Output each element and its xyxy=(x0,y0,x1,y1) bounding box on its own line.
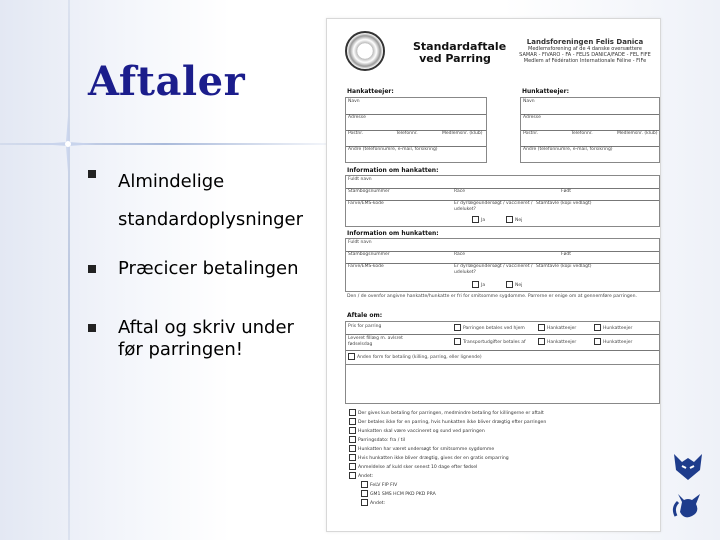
agreement-option xyxy=(454,338,526,346)
check-line-text: Der betales ikke for en parring, hvis hunkatten ikke bliver drægtig efter parringen xyxy=(358,420,547,425)
cat-logo-icon xyxy=(670,452,706,482)
check-line xyxy=(349,445,494,453)
bullet-item xyxy=(88,258,318,280)
no-checkbox xyxy=(506,281,522,289)
yes-checkbox xyxy=(472,281,485,289)
field-label: Farve/EMS-kode xyxy=(348,201,384,206)
agreement-box xyxy=(345,321,660,365)
agreement-option xyxy=(454,324,525,332)
notes-area xyxy=(345,363,660,404)
bullet-text: Almindelige standardoplysninger xyxy=(118,171,304,230)
field-label: Medlemsnr. (klub) xyxy=(617,131,658,136)
field-divider xyxy=(346,350,659,351)
owner-female-header: Hunkatteejer: xyxy=(522,88,569,95)
field-label: Postnr. xyxy=(523,131,539,136)
organization-line: SAMAR - FIVARO - FA - FELIS DANICA/FADE - FEL FIFE xyxy=(519,52,651,58)
agreement-option-label: Hunkatteejer xyxy=(603,340,633,345)
no-label: Nej xyxy=(515,218,523,223)
field-label: Stambogsnummer xyxy=(348,252,390,257)
field-divider xyxy=(346,334,659,335)
vertical-accent-line xyxy=(68,0,70,540)
check-line xyxy=(361,490,436,498)
field-label: Fuldt navn xyxy=(348,177,372,182)
owner-female-box xyxy=(520,97,660,163)
agreement-option xyxy=(594,324,632,332)
field-label: Adresse xyxy=(523,115,541,120)
bullet-text: Aftal og skriv under før parringen! xyxy=(118,317,294,360)
queen-info-box xyxy=(345,238,660,292)
field-label: Andre (telefonnumre, e-mail, forsikring) xyxy=(523,147,613,152)
agreement-option-label: Hankatteejer xyxy=(547,340,577,345)
check-line xyxy=(349,463,477,471)
check-line xyxy=(361,481,397,489)
check-line-text: Hvis hunkatten ikke bliver drægtig, gives der en gratis omparring xyxy=(358,456,509,461)
check-line-text: GM1 SMS HCM PKD PKD PRA xyxy=(370,492,436,497)
bullet-text: Præcicer betalingen xyxy=(118,258,299,279)
field-label: Navn xyxy=(523,99,535,104)
document-title xyxy=(413,40,507,65)
check-line xyxy=(349,472,373,480)
document-title-line: ved Parring xyxy=(419,52,491,65)
field-label: Er dyrlægeundersøgt / vaccineret / udeluket? xyxy=(454,264,533,275)
check-line xyxy=(349,427,485,435)
organization-line: Medlemsforening af de 4 danske oversættere xyxy=(528,46,642,52)
agreement-option-label: Transportudgifter betales af xyxy=(463,340,526,345)
check-line-text: Andet: xyxy=(370,501,386,506)
tom-info-header: Information om hankatten: xyxy=(347,167,439,174)
agreement-option-label: Hankatteejer xyxy=(547,326,577,331)
check-line xyxy=(349,436,405,444)
field-divider xyxy=(521,114,659,115)
field-label: Race xyxy=(454,189,466,194)
field-label: Race xyxy=(454,252,466,257)
queen-info-header: Information om hunkatten: xyxy=(347,230,439,237)
bullet-item xyxy=(88,163,318,239)
field-label: Navn xyxy=(348,99,360,104)
check-line xyxy=(349,454,509,462)
field-label: Andre (telefonnumre, e-mail, forsikring) xyxy=(348,147,438,152)
field-label: Fuldt navn xyxy=(348,240,372,245)
yes-label: Ja xyxy=(481,218,486,223)
slide-title: Aftaler xyxy=(88,58,246,105)
field-label: Født xyxy=(561,252,571,257)
field-label: Er dyrlægeundersøgt / vaccineret / udeluket? xyxy=(454,201,533,212)
organization-block xyxy=(517,39,653,64)
owner-male-box xyxy=(345,97,487,163)
declaration-text: Den / de ovenfor angivne hankatte/hunkatte er fri for smitsomme sygdomme. Parrerne er enige om at gennemføre parringen. xyxy=(347,294,637,299)
no-checkbox xyxy=(506,216,522,224)
agreement-option xyxy=(538,338,576,346)
organization-line: Medlem af Fédération Internationale Féline - FIFe xyxy=(523,58,647,64)
check-line-text: Parringsdato: fra / til xyxy=(358,438,406,443)
field-label: Farve/EMS-kode xyxy=(348,264,384,269)
field-label: Medlemsnr. (klub) xyxy=(442,131,483,136)
organization-name: Landsforeningen Felis Danica xyxy=(526,38,644,46)
field-label: Adresse xyxy=(348,115,366,120)
agreement-row-label: Pris for parring xyxy=(348,324,382,329)
field-label: Stambogsnummer xyxy=(348,189,390,194)
field-divider xyxy=(346,251,659,252)
check-line-text: Der gives kun betaling for parringen, medmindre betaling for killingerne er aftalt xyxy=(358,411,544,416)
bullet-marker xyxy=(88,324,96,332)
agreement-option xyxy=(348,353,482,361)
organization-seal-icon xyxy=(345,31,385,71)
form-document-image xyxy=(326,18,661,532)
bullet-marker xyxy=(88,265,96,273)
field-label: Telefonnr. xyxy=(571,131,593,136)
field-divider xyxy=(346,188,659,189)
field-label: Stamtavle (kopi vedlagt) xyxy=(536,264,592,269)
tom-info-box xyxy=(345,175,660,227)
check-line-text: Hunkatten skal være vaccineret og sund ved parringen xyxy=(358,429,485,434)
bullet-item xyxy=(88,317,318,361)
owner-male-header: Hankatteejer: xyxy=(347,88,394,95)
agreement-row-label: Anden form for betaling (killing, parring, eller lignende) xyxy=(357,355,482,360)
agreement-option xyxy=(594,338,632,346)
check-line xyxy=(349,409,544,417)
check-line-text: FeLV FIP FIV xyxy=(370,483,398,488)
agreement-option-label: Parringen betales ved hjem xyxy=(463,326,525,331)
field-label: Født xyxy=(561,189,571,194)
field-label: Telefonnr. xyxy=(396,131,418,136)
field-label: Postnr. xyxy=(348,131,364,136)
agreement-header: Aftale om: xyxy=(347,312,383,319)
check-line-text: Hunkatten har været undersøgt for smitsomme sygdomme xyxy=(358,447,495,452)
bullet-marker xyxy=(88,170,96,178)
check-line-text: Andet: xyxy=(358,474,374,479)
check-line xyxy=(349,418,546,426)
agreement-option-label: Hunkatteejer xyxy=(603,326,633,331)
yes-checkbox xyxy=(472,216,485,224)
cat-silhouette-icon xyxy=(670,490,706,520)
field-divider xyxy=(346,114,486,115)
yes-label: Ja xyxy=(481,283,486,288)
check-line-text: Anmeldelse af kuld sker senest 10 dage efter fødsel xyxy=(358,465,478,470)
check-line xyxy=(361,499,385,507)
agreement-option xyxy=(538,324,576,332)
field-label: Stamtavle (kopi vedlagt) xyxy=(536,201,592,206)
agreement-row-label: Leveret fillæg m. avlsret fødselsdag xyxy=(348,336,403,347)
no-label: Nej xyxy=(515,283,523,288)
document-title-line: Standardaftale xyxy=(413,40,507,53)
